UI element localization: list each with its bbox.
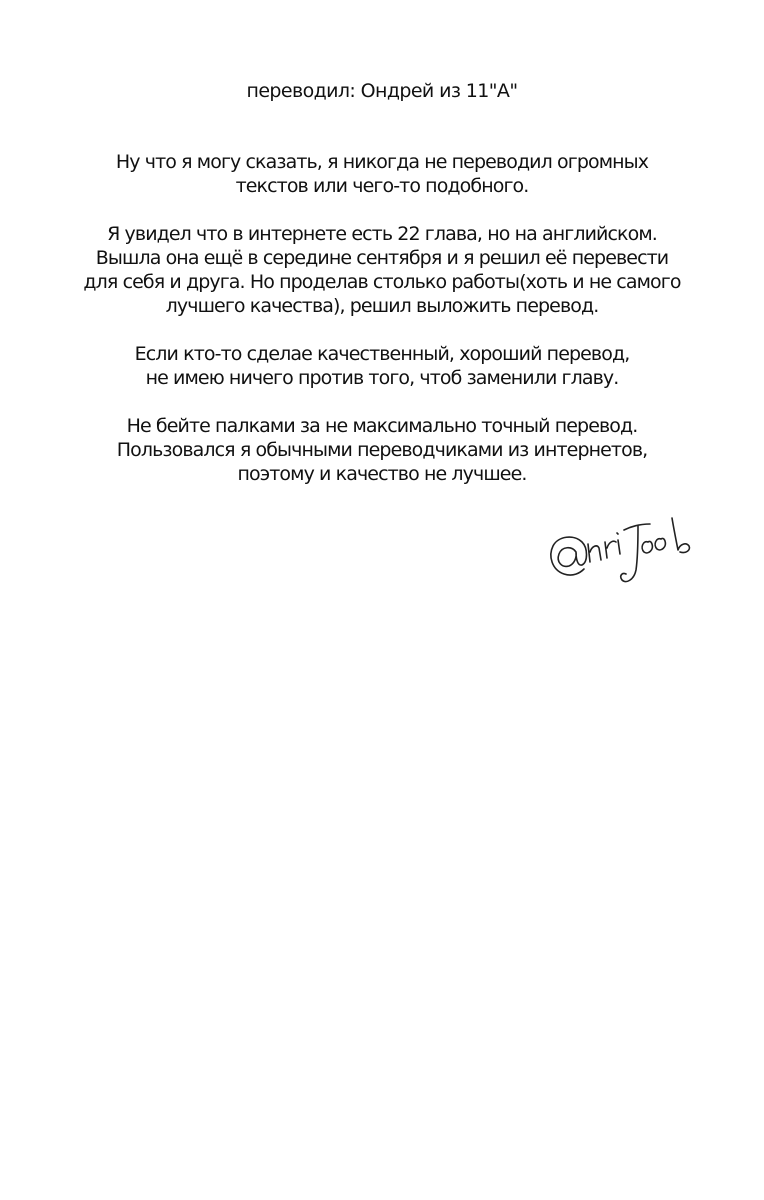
text-line: Если кто-то сделае качественный, хороший перевод,	[134, 343, 630, 365]
paragraph-2	[30, 222, 734, 318]
handwritten-signature	[546, 508, 696, 590]
text-line: лучшего качества), решил выложить перевод.	[165, 295, 599, 317]
text-line: Ну что я могу сказать, я никогда не переводил огромных	[115, 151, 649, 173]
text-line: не имею ничего против того, чтоб заменили главу.	[145, 367, 619, 389]
text-line: текстов или чего-то подобного.	[235, 175, 529, 197]
paragraph-3	[30, 342, 734, 390]
text-line: поэтому и качество не лучшее.	[237, 463, 527, 485]
text-line: Пользовался я обычными переводчиками из интернетов,	[116, 439, 648, 461]
text-line: Вышла она ещё в середине сентября и я решил её перевести	[95, 247, 669, 269]
text-line: Я увидел что в интернете есть 22 глава, но на английском.	[107, 223, 657, 245]
translator-note	[30, 150, 734, 510]
paragraph-4	[30, 414, 734, 486]
text-line: для себя и друга. Но проделав столько работы(хоть и не самого	[83, 271, 681, 293]
translator-credit: переводил: Ондрей из 11"А"	[246, 80, 518, 102]
text-line: Не бейте палками за не максимально точный перевод.	[126, 415, 638, 437]
paragraph-1	[30, 150, 734, 198]
